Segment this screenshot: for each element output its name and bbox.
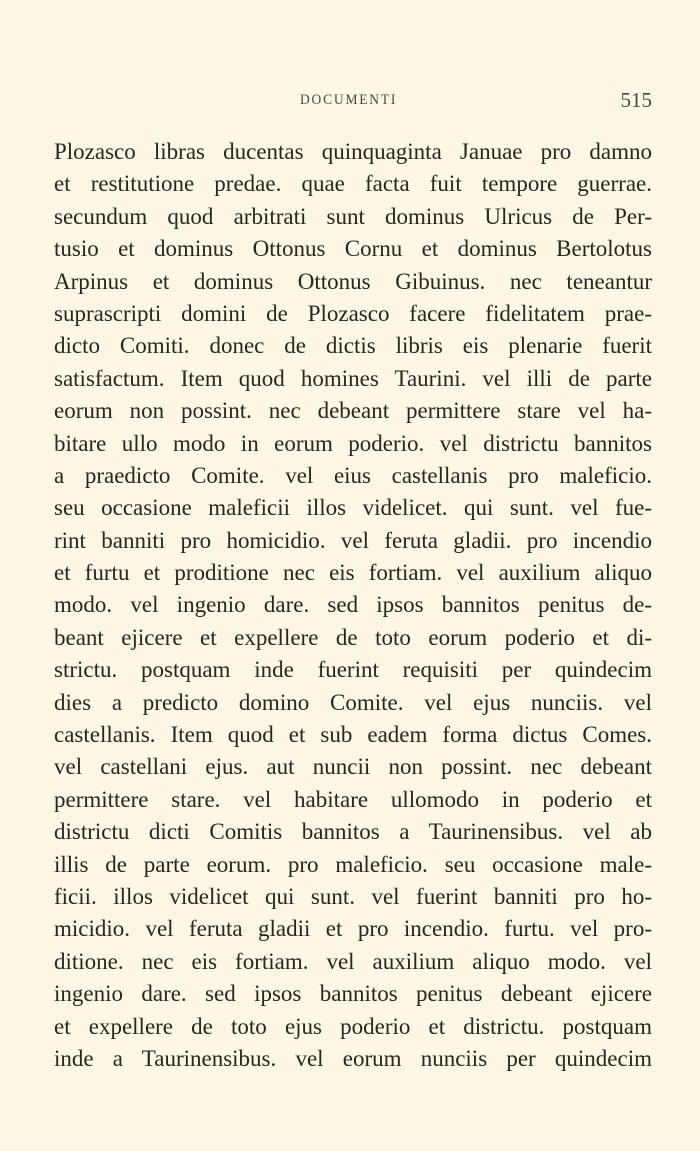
text-line: rint banniti pro homicidio. vel feruta gladii. pro incendio: [54, 527, 652, 553]
text-line: castellanis. Item quod et sub eadem forma dictus Comes.: [54, 722, 652, 748]
page-number: 515: [620, 88, 652, 112]
text-line: inde a Taurinensibus. vel eorum nunciis per quindecim: [54, 1045, 652, 1071]
text-line: ingenio dare. sed ipsos bannitos penitus debeant ejicere: [54, 981, 652, 1007]
running-title: DOCUMENTI: [300, 92, 398, 108]
text-line: tusio et dominus Ottonus Cornu et dominus Bertolotus: [54, 236, 652, 262]
text-line: beant ejicere et expellere de toto eorum poderio et di-: [54, 624, 652, 650]
text-line: Arpinus et dominus Ottonus Gibuinus. nec teneantur: [54, 268, 652, 294]
text-line: permittere stare. vel habitare ullomodo in poderio et: [54, 786, 652, 812]
text-line: satisfactum. Item quod homines Taurini. vel illi de parte: [54, 365, 652, 391]
text-line: vel castellani ejus. aut nuncii non possint. nec debeant: [54, 754, 652, 780]
text-line: ditione. nec eis fortiam. vel auxilium aliquo modo. vel: [54, 948, 652, 974]
text-line: micidio. vel feruta gladii et pro incendio. furtu. vel pro-: [54, 916, 652, 942]
body-text: [54, 136, 652, 1075]
text-line: bitare ullo modo in eorum poderio. vel districtu bannitos: [54, 430, 652, 456]
text-line: strictu. postquam inde fuerint requisiti per quindecim: [54, 657, 652, 683]
text-line: et restitutione predae. quae facta fuit tempore guerrae.: [54, 171, 652, 197]
text-line: Plozasco libras ducentas quinquaginta Januae pro damno: [54, 139, 652, 164]
text-line: seu occasione maleficii illos videlicet. qui sunt. vel fue-: [54, 495, 652, 521]
text-line: eorum non possint. nec debeant permittere stare vel ha-: [54, 398, 652, 424]
text-line: suprascripti domini de Plozasco facere fidelitatem prae-: [54, 300, 652, 326]
text-line: dicto Comiti. donec de dictis libris eis plenarie fuerit: [54, 333, 652, 359]
text-line: districtu dicti Comitis bannitos a Taurinensibus. vel ab: [54, 819, 652, 845]
text-line: secundum quod arbitrati sunt dominus Ulricus de Per-: [54, 203, 652, 229]
text-line: ficii. illos videlicet qui sunt. vel fuerint banniti pro ho-: [54, 883, 652, 909]
text-line: a praedicto Comite. vel eius castellanis pro maleficio.: [54, 462, 652, 488]
text-line: illis de parte eorum. pro maleficio. seu occasione male-: [54, 851, 652, 877]
text-line: modo. vel ingenio dare. sed ipsos bannitos penitus de-: [54, 592, 652, 618]
text-line: et expellere de toto ejus poderio et districtu. postquam: [54, 1013, 652, 1039]
text-line: dies a predicto domino Comite. vel ejus nunciis. vel: [54, 689, 652, 715]
text-line: et furtu et proditione nec eis fortiam. vel auxilium aliquo: [54, 560, 652, 586]
